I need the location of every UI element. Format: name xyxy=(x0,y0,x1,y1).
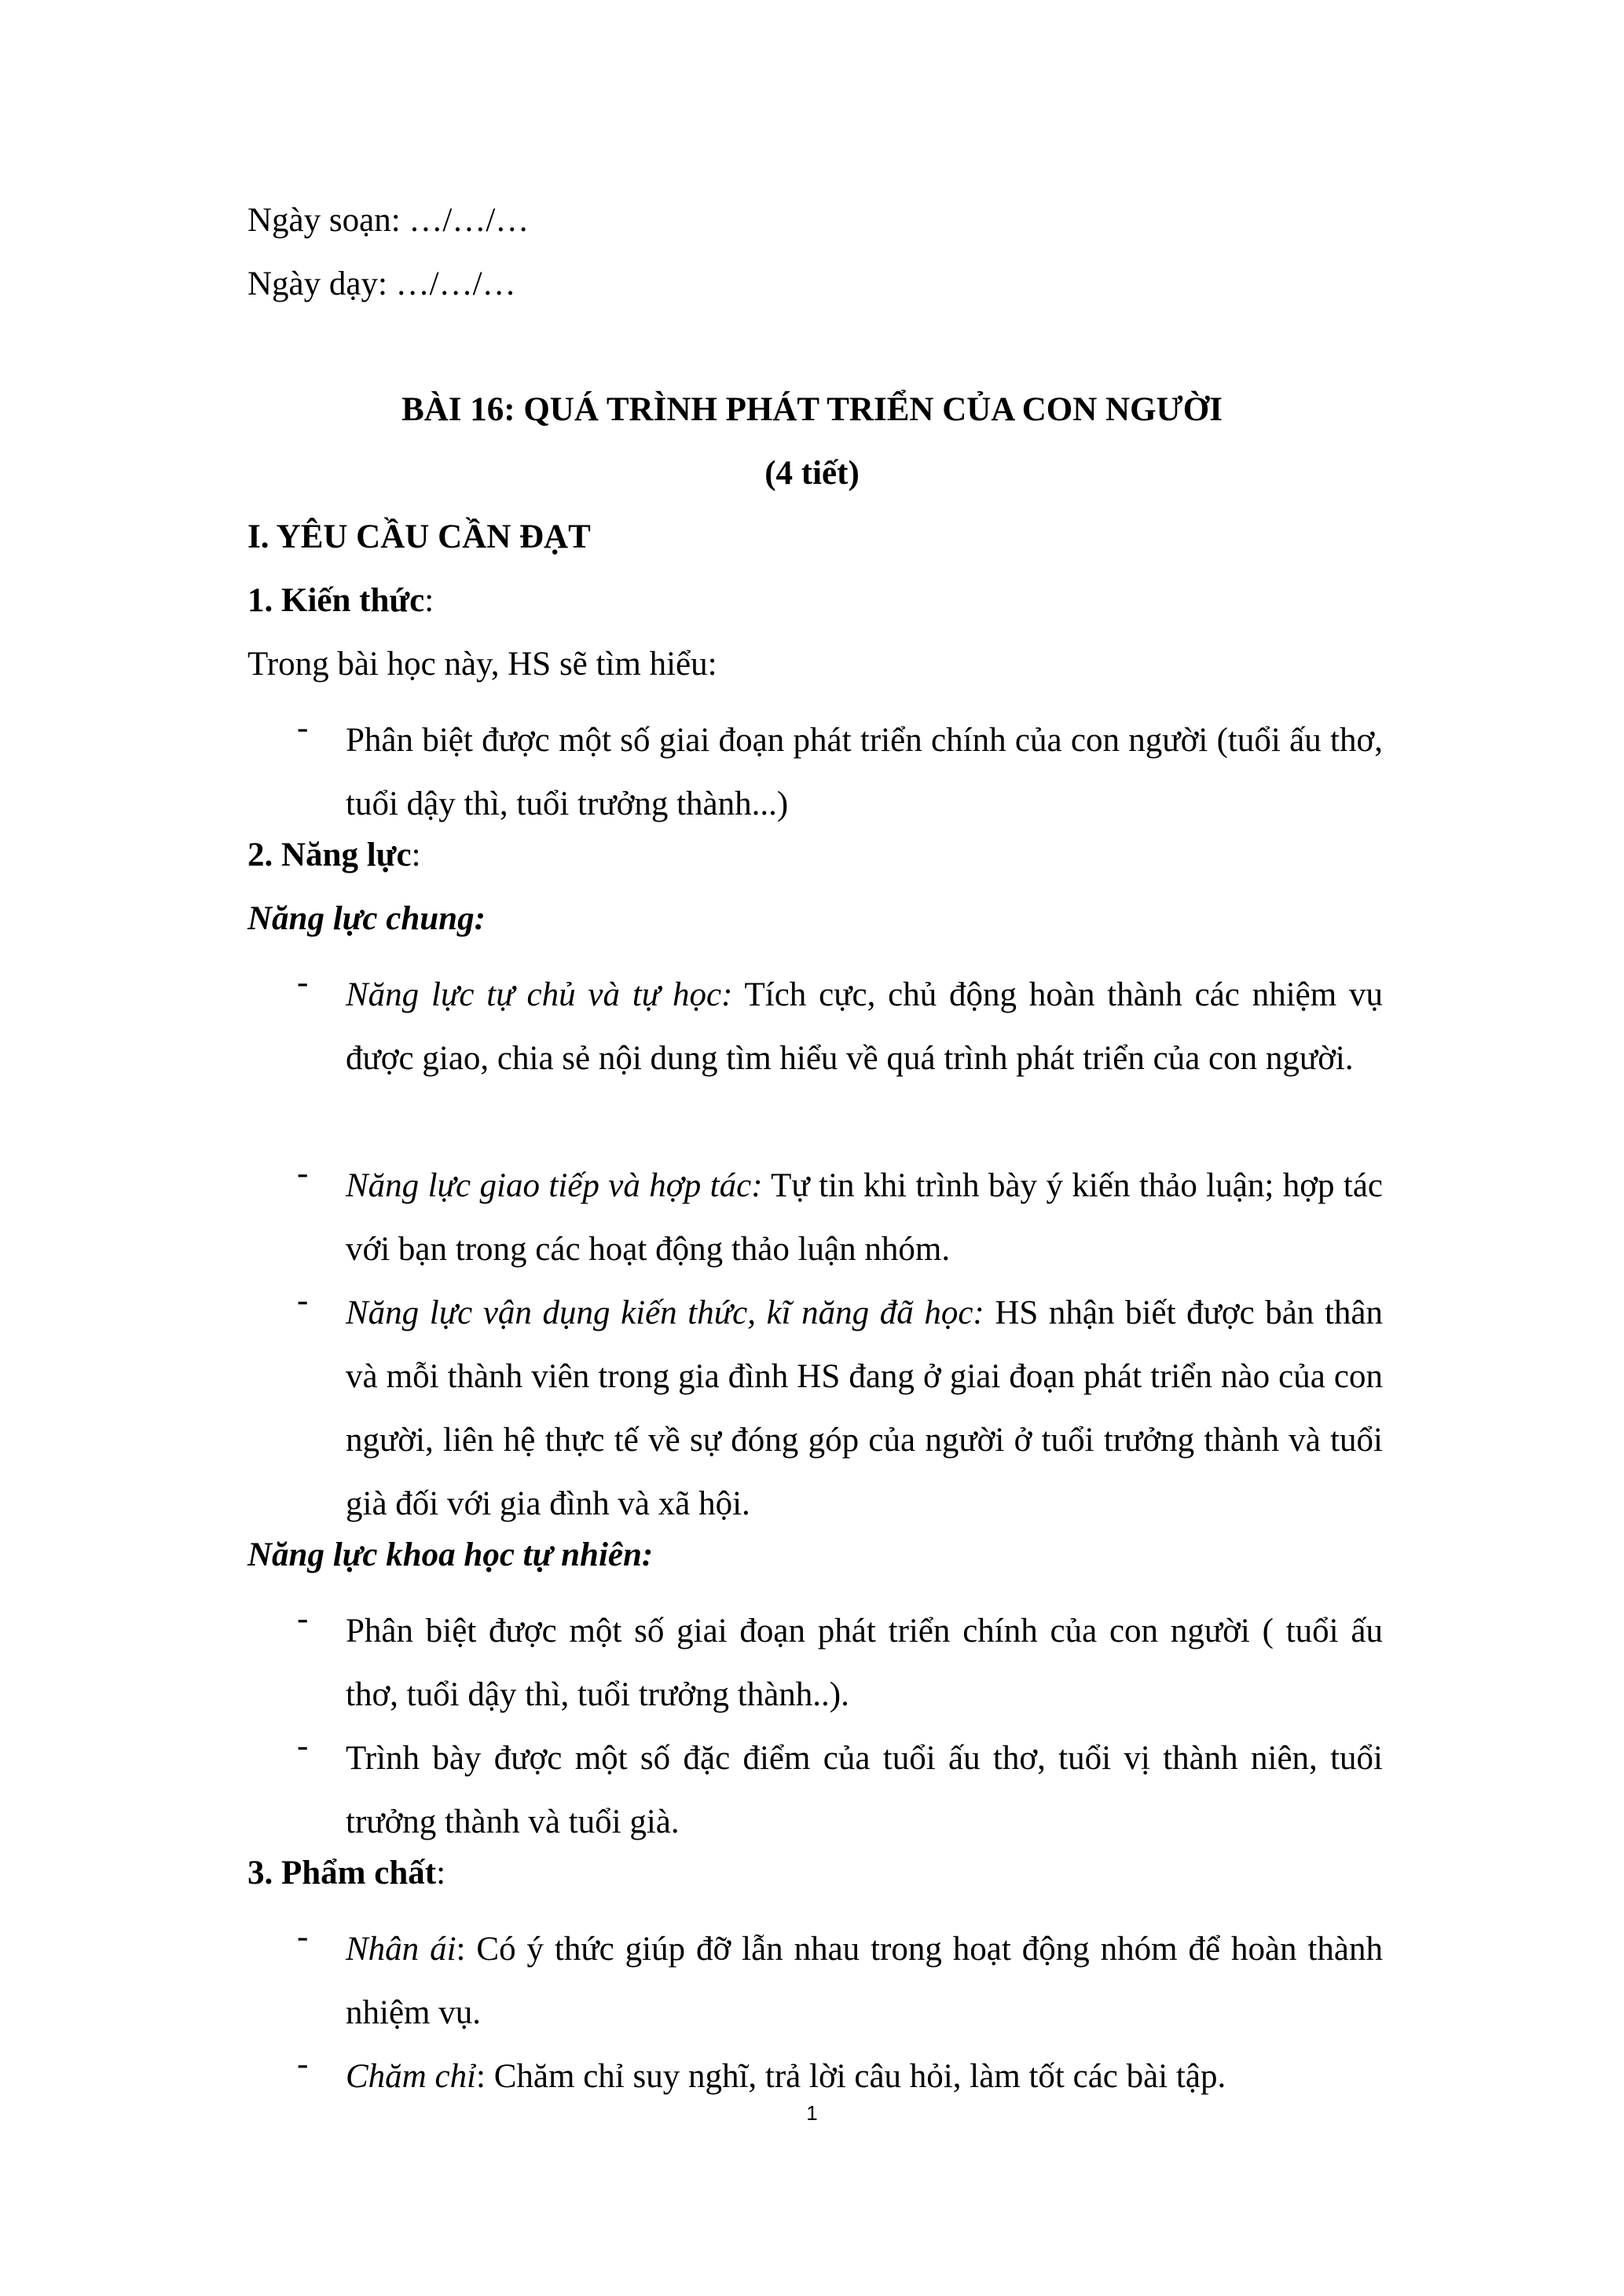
list-bullet: - xyxy=(297,2045,309,2082)
general-competence-item xyxy=(346,963,1383,1090)
list-bullet: - xyxy=(297,709,309,746)
qualities-heading-line xyxy=(247,1854,445,1892)
item-text: Tích cực, chủ động hoàn thành các nhiệm vụ được giao, chia sẻ nội dung tìm hiểu về quá trình phát triển của con người. xyxy=(346,976,1383,1077)
item-label: Năng lực vận dụng kiến thức, kĩ năng đã học: xyxy=(346,1294,984,1331)
general-competence-item xyxy=(346,1281,1383,1536)
item-label: Chăm chỉ xyxy=(346,2058,477,2095)
science-competence-heading: Năng lực khoa học tự nhiên: xyxy=(247,1536,654,1573)
list-bullet: - xyxy=(297,1918,309,1955)
list-bullet: - xyxy=(297,1727,309,1764)
teach-date: Ngày dạy: …/…/… xyxy=(247,265,516,302)
general-competence-heading: Năng lực chung: xyxy=(247,900,486,937)
competence-heading-line xyxy=(247,836,421,874)
prep-date: Ngày soạn: …/…/… xyxy=(247,202,530,239)
item-text: HS nhận biết được bản thân và mỗi thành viên trong gia đình HS đang ở giai đoạn phát triển nào của con người, liên hệ thực tế về sự đóng góp của người ở tuổi trưởng thành và tuổi già đối với gia đình và xã hội. xyxy=(346,1294,1383,1522)
quality-item xyxy=(346,1917,1383,2045)
competence-heading: 2. Năng lực xyxy=(247,837,412,873)
quality-item xyxy=(346,2045,1383,2108)
competence-colon: : xyxy=(411,837,421,873)
knowledge-heading-line xyxy=(247,581,434,620)
page-number: 1 xyxy=(806,2101,818,2125)
lesson-duration: (4 tiết) xyxy=(764,455,860,492)
lesson-title: BÀI 16: QUÁ TRÌNH PHÁT TRIỂN CỦA CON NGƯỜI xyxy=(401,391,1223,428)
qualities-colon: : xyxy=(436,1855,446,1891)
item-label: Nhân ái xyxy=(346,1931,456,1968)
qualities-heading: 3. Phẩm chất xyxy=(247,1855,437,1891)
science-competence-item: Phân biệt được một số giai đoạn phát triển chính của con người ( tuổi ấu thơ, tuổi dậy thì, tuổi trưởng thành..). xyxy=(346,1613,1383,1713)
knowledge-heading: 1. Kiến thức xyxy=(247,582,425,619)
knowledge-item: Phân biệt được một số giai đoạn phát triển chính của con người (tuổi ấu thơ, tuổi dậy thì, tuổi trưởng thành...) xyxy=(346,722,1383,822)
list-bullet: - xyxy=(297,1282,309,1319)
list-bullet: - xyxy=(297,964,309,1001)
list-bullet: - xyxy=(297,1600,309,1637)
science-competence-item: Trình bày được một số đặc điểm của tuổi ấu thơ, tuổi vị thành niên, tuổi trưởng thành và tuổi già. xyxy=(346,1740,1383,1840)
list-bullet: - xyxy=(297,1155,309,1192)
knowledge-colon: : xyxy=(424,582,434,619)
knowledge-intro: Trong bài học này, HS sẽ tìm hiểu: xyxy=(247,646,717,683)
item-label: Năng lực tự chủ và tự học: xyxy=(346,976,733,1013)
item-text: : Chăm chỉ suy nghĩ, trả lời câu hỏi, làm tốt các bài tập. xyxy=(476,2058,1226,2095)
item-text: : Có ý thức giúp đỡ lẫn nhau trong hoạt động nhóm để hoàn thành nhiệm vụ. xyxy=(346,1931,1383,2031)
section-heading-requirements: I. YÊU CẦU CẦN ĐẠT xyxy=(247,518,591,555)
item-label: Năng lực giao tiếp và hợp tác: xyxy=(346,1167,763,1204)
general-competence-item xyxy=(346,1154,1383,1281)
item-text: Tự tin khi trình bày ý kiến thảo luận; hợp tác với bạn trong các hoạt động thảo luận nhóm. xyxy=(346,1167,1383,1268)
